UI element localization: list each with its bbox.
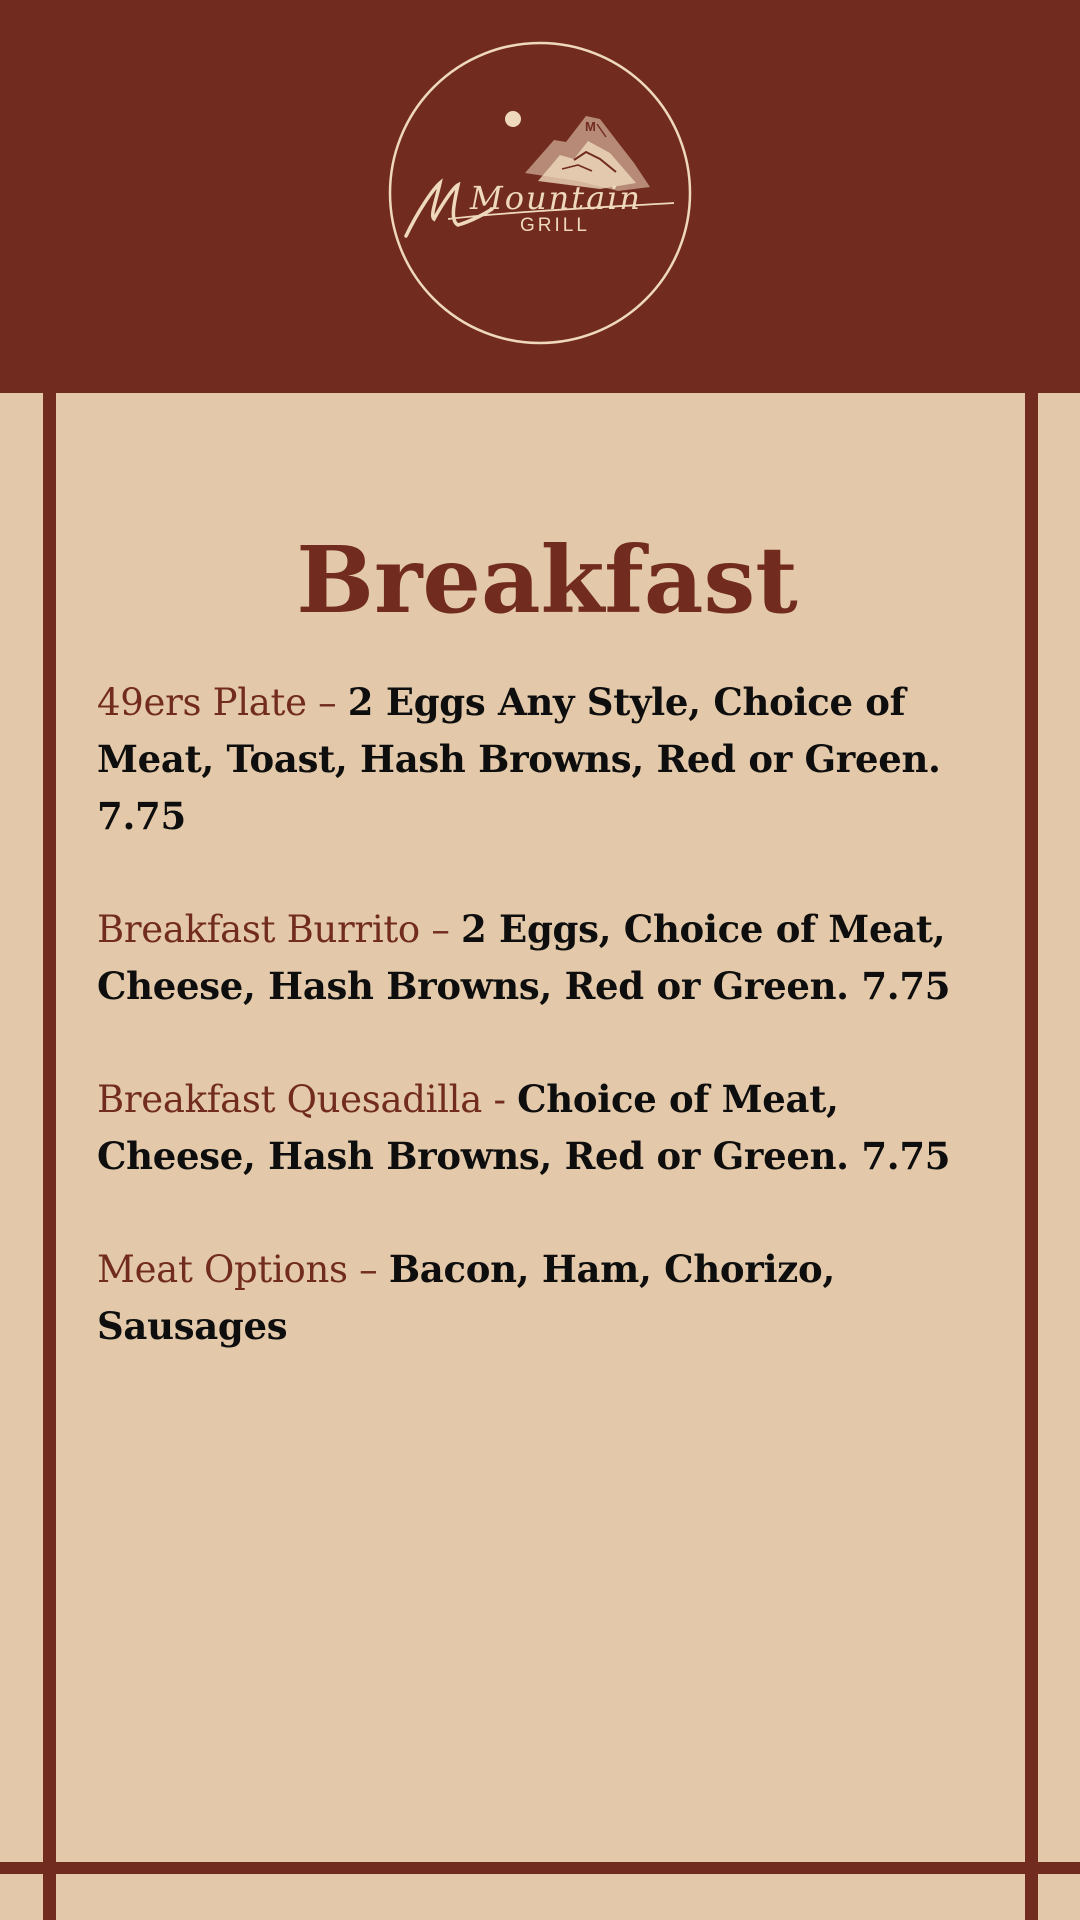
right-border-line — [1025, 393, 1038, 1920]
menu-item-name: 49ers Plate — [97, 681, 307, 724]
menu-item-description: 2 Eggs Any Style, Choice of Meat, Toast, Hash Browns, Red or Green. 7.75 — [97, 680, 941, 838]
menu-item-name: Breakfast Burrito — [97, 908, 420, 951]
menu-item-separator: – — [419, 908, 462, 951]
page-title: Breakfast — [296, 526, 798, 634]
menu-list — [97, 674, 997, 1355]
menu-item — [97, 1241, 997, 1355]
menu-item-separator: – — [306, 681, 348, 724]
header-banner — [0, 0, 1080, 393]
logo-subtitle: GRILL — [520, 215, 590, 236]
left-border-line — [43, 393, 56, 1920]
bottom-border-line — [0, 1862, 1080, 1874]
menu-item-description: 2 Eggs, Choice of Meat, Cheese, Hash Browns, Red or Green. 7.75 — [97, 907, 951, 1008]
menu-item — [97, 901, 997, 1015]
menu-item-name: Breakfast Quesadilla — [97, 1078, 482, 1121]
logo-script-name: Mountain — [470, 179, 643, 217]
menu-item-separator: - — [481, 1078, 518, 1121]
menu-item-description: Bacon, Ham, Chorizo, Sausages — [97, 1247, 835, 1348]
menu-content — [97, 520, 997, 1411]
menu-item-description: Choice of Meat, Cheese, Hash Browns, Red or Green. 7.75 — [97, 1077, 951, 1178]
moon-icon — [505, 111, 521, 127]
menu-item-name: Meat Options — [97, 1248, 348, 1291]
menu-item — [97, 674, 997, 845]
menu-item-separator: – — [347, 1248, 389, 1291]
menu-item — [97, 1071, 997, 1185]
logo-peak-letter: M — [585, 119, 596, 134]
mountain-grill-logo — [388, 41, 692, 345]
